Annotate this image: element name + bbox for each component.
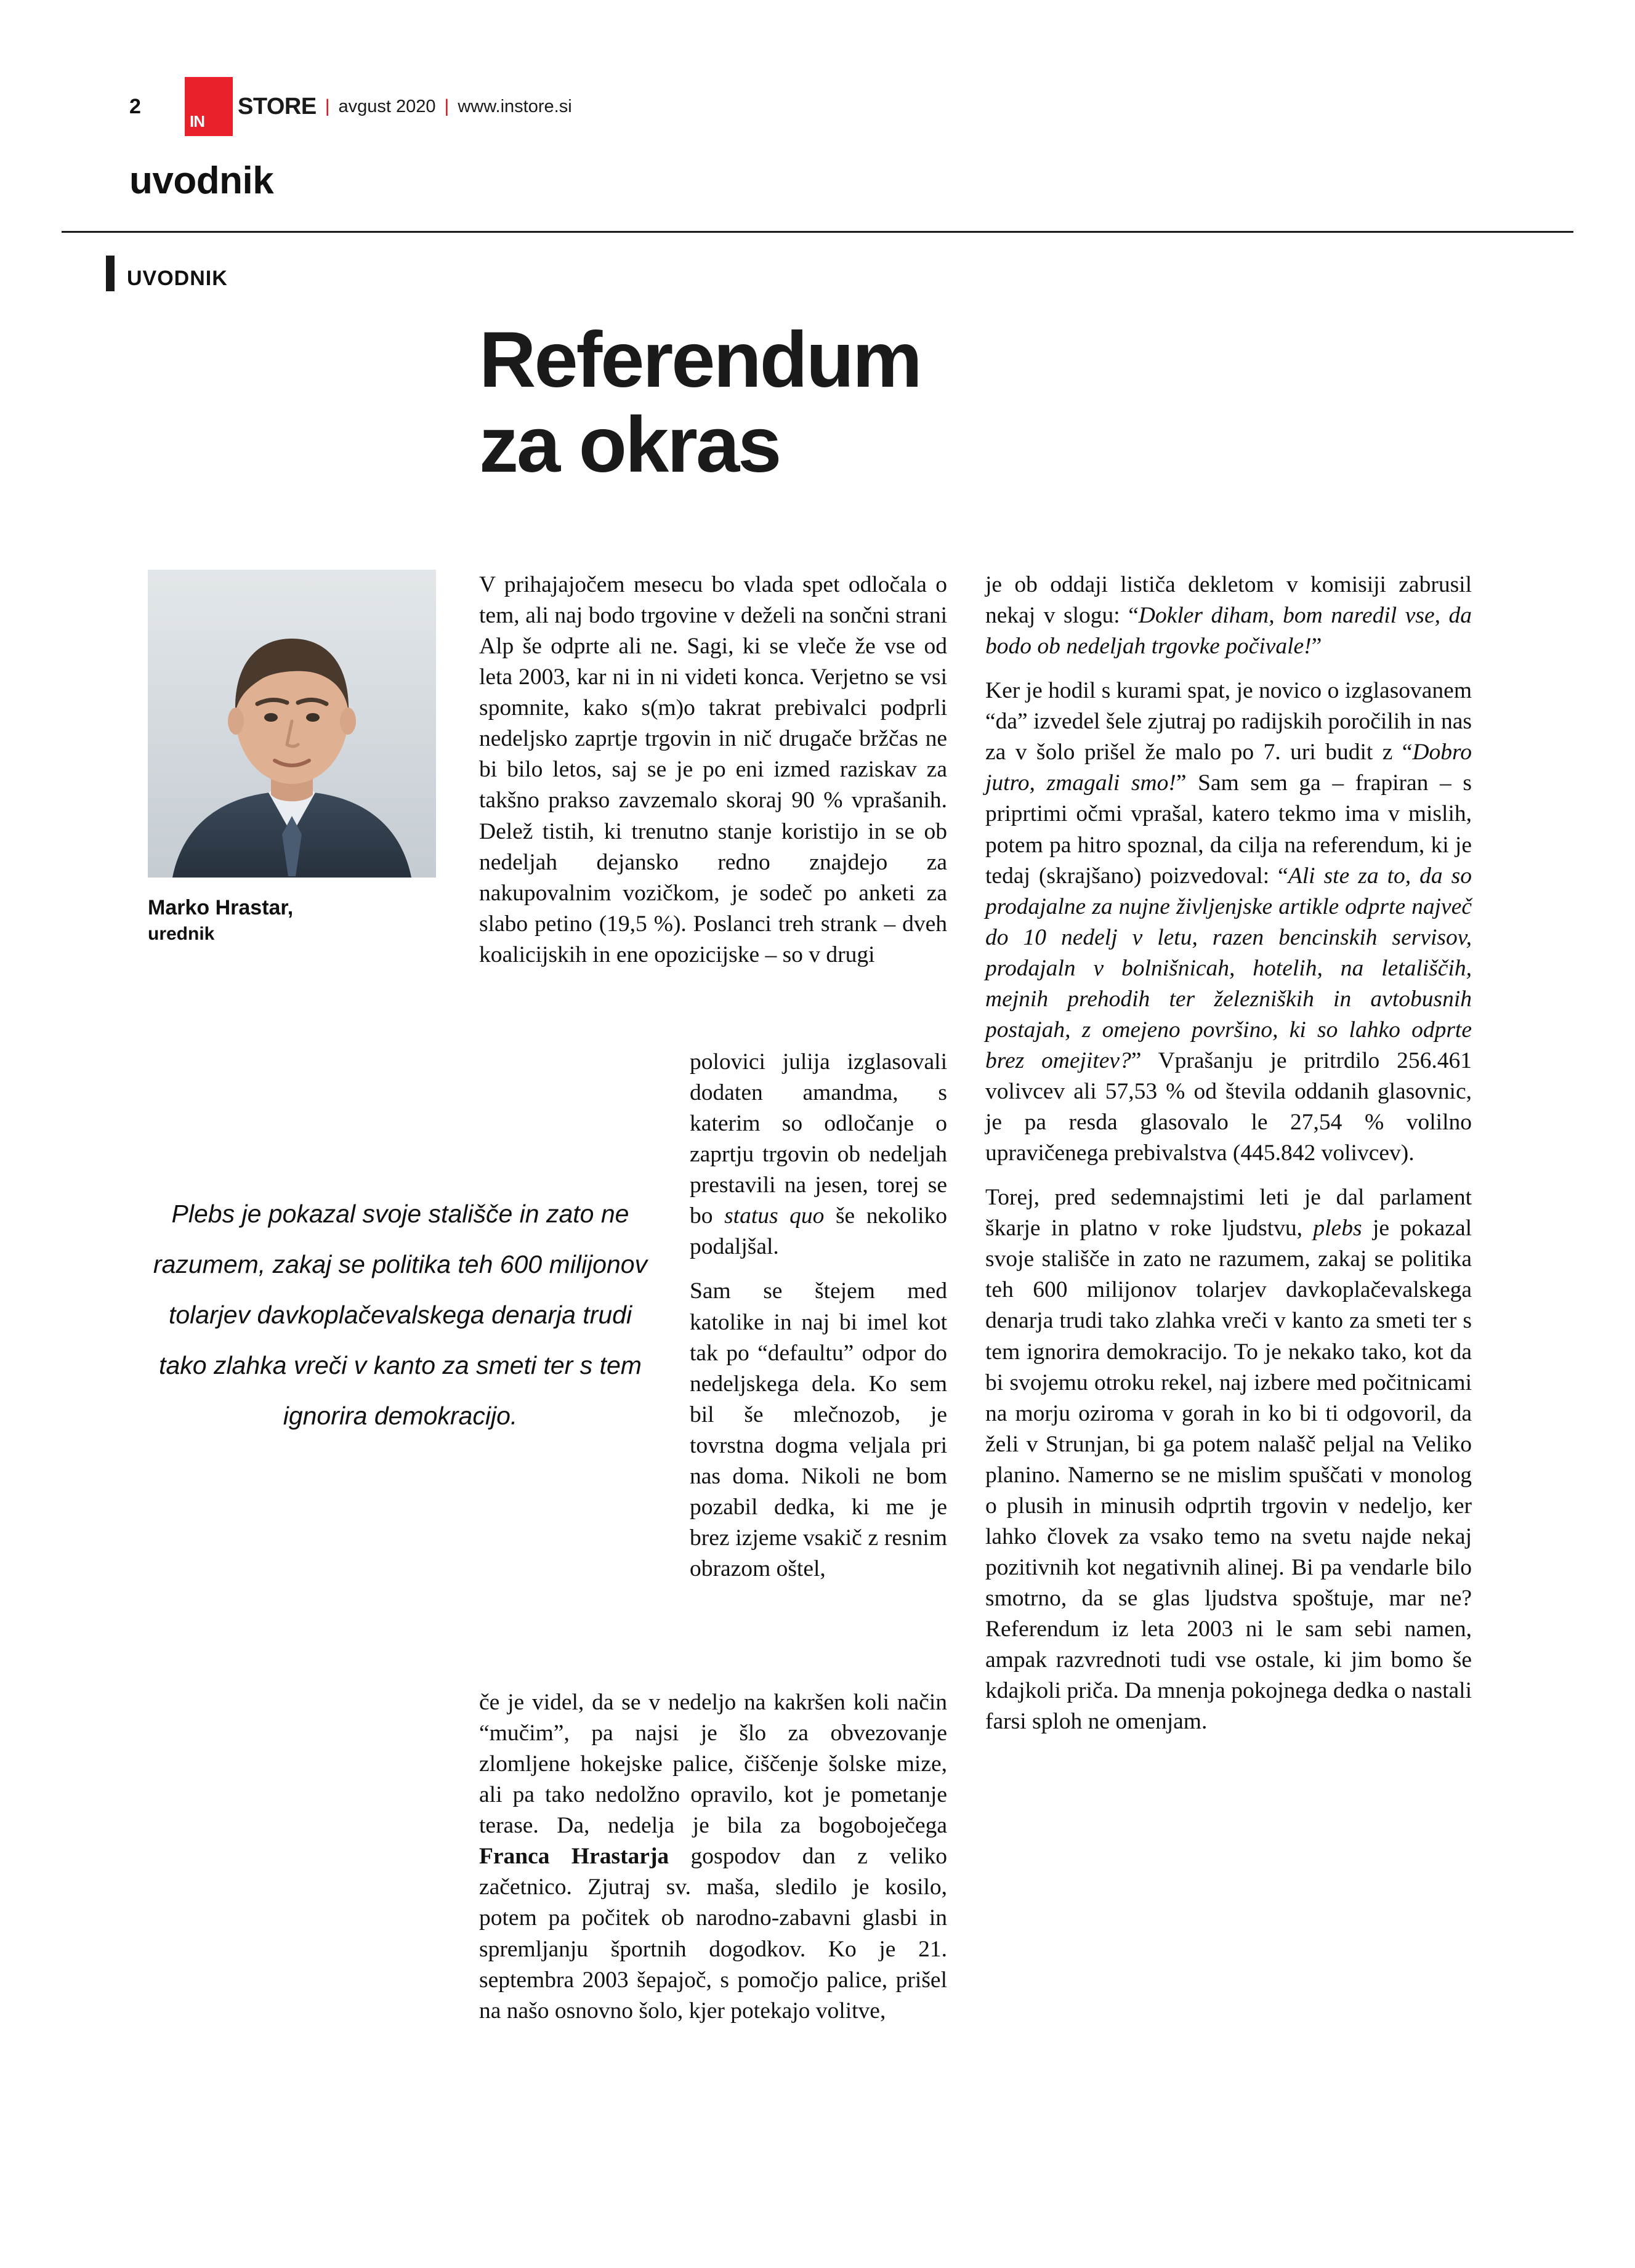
page-header [129,73,1503,140]
paragraph-text: če je videl, da se v nedeljo na kakršen koli način “mučim”, pa najsi je šlo za obvezovanje zlomljene hokejske palice, čiščenje šolske mize, ali pa tako nedolžno opravilo, kot je pometanje terase. Da, nedelja je bila za bogoboječega [479,1690,947,1839]
quote-italic: Dokler diham, bom naredil vse, da bodo ob nedeljah trgovke počivale! [985,603,1472,660]
paragraph: V prihajajočem mesecu bo vlada spet odločala o tem, ali naj bodo trgovine v deželi na sončni strani Alp še odprte ali ne. Sagi, ki se vleče že vse od leta 2003, kar ni in ni videti konca. Verjetno se vsi spomnite, kako s(m)o takrat prebivalci podprli nedeljsko zaprtje trgovin in nič drugače bržčas ne bi bilo letos, saj se je po eni izmed raziskav za takšno prakso zavzemalo skoraj 90 % vprašanih. Delež tistih, ki trenutno stanje koristijo in se ob nedeljah dejansko redno znajdejo za nakupovalnim vozičkom, je sodeč po anketi za slabo petino (19,5 %). Poslanci treh strank – dveh koalicijskih in ene opozicijske – so v drugi [479,572,947,967]
paragraph-text-end: ” Vprašanju je pritrdilo 256.461 volivcev ali 57,53 % od števila oddanih glasovnic, je pa resda glasovalo le 27,54 % volilno upravičenega prebivalstva (445.842 volivcev). [985,1047,1472,1166]
headline-line-2: za okras [479,400,780,489]
referendum-question-italic: Ali ste za to, da so prodajalne za nujne življenjske artikle odprte največ do 10 nedelj v letu, razen bencinskih servisov, prodajaln v bolnišnicah, hotelih, na letališčih, mejnih prehodih ter železniških in avtobusnih postajah, z omejeno površino, ki so lahko odprte brez omejitev? [985,863,1472,1073]
paragraph-text: Torej, pred sedemnajstimi leti je dal parlament škarje in platno v roke ljudstvu, [985,1185,1472,1241]
kicker-bar-icon [106,256,115,291]
logo-mark [185,77,233,136]
issue-date: avgust 2020 [338,96,436,116]
headline-line-1: Referendum [479,315,921,404]
body-column-right [985,570,1472,1737]
kicker [106,256,228,291]
paragraph [985,570,1472,662]
page-number: 2 [129,94,141,118]
paragraph-text-end: še nekoliko podaljšal. [690,1203,947,1260]
paragraph [985,676,1472,1169]
section-title: uvodnik [129,159,274,202]
logo-in-text: IN [190,112,204,131]
paragraph-text-end: ” [1311,634,1322,660]
paragraph [690,1047,947,1262]
paragraph: Sam se štejem med katolike in naj bi imel kot tak po “defaultu” odpor do nedeljskega dela. Ko sem bil še mlečnozob, je tovrstna dogma veljala pri nas doma. Nikoli ne bom pozabil dedka, ki me je brez izjeme vsakič z resnim obrazom oštel, [690,1278,947,1581]
paragraph [985,1182,1472,1737]
author-portrait-illustration [148,570,436,878]
website-url: www.instore.si [458,96,572,116]
pull-quote: Plebs je pokazal svoje stališče in zato ne razumem, zakaj se politika teh 600 milijonov tolarjev davkoplačevalskega denarja trudi tako zlahka vreči v kanto za smeti ter s tem ignorira demokracijo. [153,1200,648,1430]
paragraph-text-end: je pokazal svoje stališče in zato ne razumem, zakaj se politika teh 600 milijonov tolarjev davkoplačevalskega denarja trudi tako zlahka vreči v kanto za smeti ter s tem ignorira demokracijo. To je nekako tako, kot da bi svojemu otroku rekel, naj izbere med počitnicami na morju oziroma v gorah in ko bi ti odgovoril, da želi v Strunjan, bi ga potem nalašč peljal na Veliko planino. Namerno se ne mislim spuščati v monolog o plusih in minusih odprtih trgovin v nedeljo, ker lahko človek za vsako temo na svetu najde nekaj pozitivnih kot negativnih alinej. Bi pa vendarle bilo smotrno, da se glas ljudstva spoštuje, mar ne? Referendum iz leta 2003 ni le sam sebi namen, ampak razvrednoti tudi vse ostale, ki jim bomo še kdajkoli priča. Da mnenja pokojnega dedka o nastali farsi sploh ne omenjam. [985,1216,1472,1735]
author-photo [148,570,436,878]
plebs-italic: plebs [1313,1216,1362,1241]
article-headline [479,315,1403,489]
paragraph-text-end: gospodov dan z veliko začetnico. Zjutraj sv. maša, sledilo je kosilo, potem pa počitek ob narodno-zabavni glasbi in spremljanju športnih dogodkov. Ko je 21. septembra 2003 šepajoč, s pomočjo palice, prišel na našo osnovno šolo, kjer potekajo volitve, [479,1844,947,2024]
paragraph-text-mid: ” Sam sem ga – frapiran – s priprtimi očmi vprašal, katero tekmo ima v mislih, potem pa hitro spoznal, da cilja na referendum, ki je tedaj (skrajšano) poizvedoval: “ [985,770,1472,889]
body-column-left-middle [690,1047,947,1584]
latin-phrase: status quo [724,1203,825,1229]
author-caption [148,896,456,945]
author-name: Marko Hrastar, [148,896,294,919]
instore-logo [185,77,317,136]
body-column-left-top [479,570,947,971]
logo-store-text: STORE [238,93,317,119]
paragraph-text: je ob oddaji lističa dekletom v komisiji zabrusil nekaj v slogu: “ [985,572,1472,629]
quote-italic-1: Dobro jutro, zmagali smo! [985,740,1472,796]
person-name-bold: Franca Hrastarja [479,1844,669,1870]
body-column-left-bottom [479,1687,947,2027]
header-separator-1: | [325,96,330,116]
kicker-label: UVODNIK [127,267,228,290]
paragraph-text: Ker je hodil s kurami spat, je novico o izglasovanem “da” izvedel šele zjutraj po radijskih poročilih in nas za v šolo prišel že malo po 7. uri budit z “ [985,678,1472,765]
author-role: urednik [148,924,215,944]
paragraph-text: polovici julija izglasovali dodaten amandma, s katerim so odločanje o zaprtju trgovin ob nedeljah prestavili na jesen, torej se bo [690,1049,947,1229]
paragraph [479,1687,947,2027]
header-separator-2: | [444,96,450,116]
header-divider [62,231,1573,233]
